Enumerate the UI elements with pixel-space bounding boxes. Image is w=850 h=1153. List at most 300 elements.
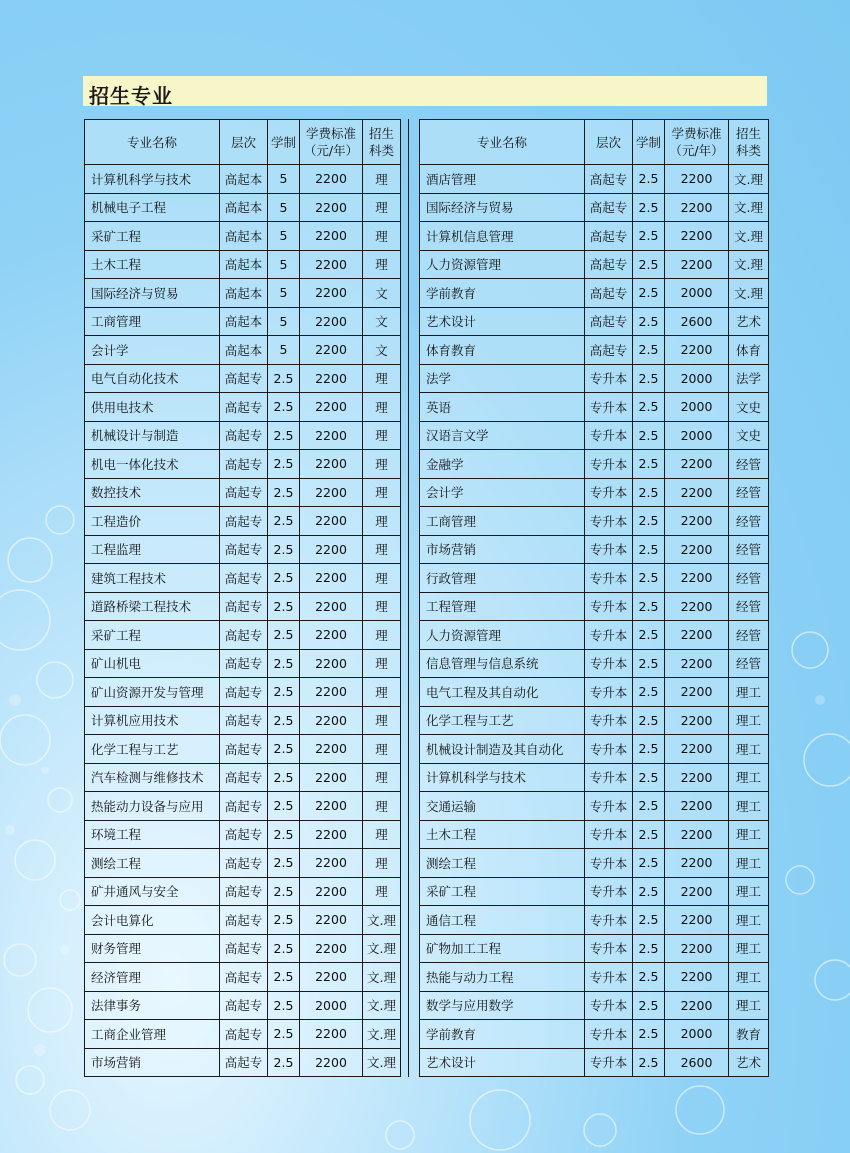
fee-cell: 2200 [665,621,729,650]
fee-cell: 2200 [300,564,363,593]
category-cell: 理 [363,450,401,479]
major-name-cell: 通信工程 [420,906,585,935]
table-row [85,735,401,764]
major-name-cell: 采矿工程 [85,222,220,251]
table-row [420,393,769,422]
table-row [420,307,769,336]
table-row [420,507,769,536]
years-cell: 2.5 [633,279,665,308]
category-cell: 理 [363,535,401,564]
years-cell: 2.5 [268,906,300,935]
years-cell: 2.5 [633,450,665,479]
years-cell: 2.5 [268,621,300,650]
years-cell: 2.5 [633,991,665,1020]
years-cell: 2.5 [633,792,665,821]
years-cell: 2.5 [633,649,665,678]
category-cell: 经管 [729,507,769,536]
major-name-cell: 会计学 [420,478,585,507]
level-cell: 专升本 [585,1048,633,1077]
years-cell: 2.5 [633,307,665,336]
table-row [85,450,401,479]
years-cell: 5 [268,307,300,336]
level-cell: 专升本 [585,934,633,963]
years-cell: 2.5 [268,963,300,992]
table-row [420,250,769,279]
fee-cell: 2200 [665,193,729,222]
fee-cell: 2200 [300,763,363,792]
level-cell: 高起本 [220,279,268,308]
category-cell: 理 [363,820,401,849]
level-cell: 专升本 [585,621,633,650]
years-cell: 2.5 [268,592,300,621]
table-row [420,877,769,906]
level-cell: 专升本 [585,820,633,849]
level-cell: 专升本 [585,877,633,906]
fee-cell: 2200 [665,250,729,279]
major-name-cell: 采矿工程 [85,621,220,650]
years-cell: 2.5 [268,478,300,507]
table-row [85,678,401,707]
fee-cell: 2200 [665,592,729,621]
category-cell: 艺术 [729,307,769,336]
fee-cell: 2200 [300,735,363,764]
fee-cell: 2200 [300,820,363,849]
table-row [420,478,769,507]
years-cell: 2.5 [633,165,665,194]
years-cell: 2.5 [633,478,665,507]
category-cell: 文史 [729,421,769,450]
fee-cell: 2600 [665,1048,729,1077]
category-cell: 文.理 [729,250,769,279]
fee-cell: 2200 [665,735,729,764]
major-name-cell: 交通运输 [420,792,585,821]
table-row [420,763,769,792]
fee-cell: 2200 [300,250,363,279]
level-cell: 高起专 [220,393,268,422]
years-cell: 5 [268,250,300,279]
category-cell: 体育 [729,336,769,365]
level-cell: 专升本 [585,678,633,707]
level-cell: 高起本 [220,165,268,194]
major-name-cell: 学前教育 [420,279,585,308]
table-row [420,706,769,735]
fee-cell: 2200 [665,222,729,251]
years-cell: 2.5 [633,592,665,621]
category-cell: 理工 [729,678,769,707]
table-row [85,222,401,251]
years-cell: 2.5 [633,735,665,764]
years-cell: 2.5 [268,849,300,878]
major-name-cell: 英语 [420,393,585,422]
level-cell: 专升本 [585,706,633,735]
level-cell: 专升本 [585,763,633,792]
years-cell: 2.5 [633,393,665,422]
header-category-text: 招生科类 [368,126,394,158]
category-cell: 文.理 [729,279,769,308]
table-row [420,193,769,222]
level-cell: 专升本 [585,991,633,1020]
fee-cell: 2200 [300,1020,363,1049]
table-row [85,393,401,422]
level-cell: 高起专 [220,963,268,992]
major-name-cell: 土木工程 [85,250,220,279]
table-row [420,336,769,365]
header-category [363,120,401,165]
table-row [420,1020,769,1049]
years-cell: 2.5 [268,450,300,479]
category-cell: 经管 [729,621,769,650]
level-cell: 专升本 [585,849,633,878]
major-name-cell: 化学工程与工艺 [85,735,220,764]
level-cell: 高起专 [220,507,268,536]
header-years: 学制 [633,120,665,165]
table-row [420,792,769,821]
table-row [85,250,401,279]
fee-cell: 2200 [665,763,729,792]
header-level: 层次 [585,120,633,165]
table-row [420,934,769,963]
level-cell: 高起专 [220,820,268,849]
years-cell: 2.5 [633,564,665,593]
years-cell: 2.5 [633,906,665,935]
table-row [85,877,401,906]
fee-cell: 2200 [665,478,729,507]
major-name-cell: 酒店管理 [420,165,585,194]
table-row [85,564,401,593]
table-row [420,735,769,764]
table-row [85,1020,401,1049]
level-cell: 专升本 [585,649,633,678]
level-cell: 专升本 [585,535,633,564]
fee-cell: 2200 [665,450,729,479]
major-name-cell: 机械设计制造及其自动化 [420,735,585,764]
table-row [85,421,401,450]
years-cell: 2.5 [268,364,300,393]
table-row [85,478,401,507]
major-name-cell: 工程造价 [85,507,220,536]
major-name-cell: 供用电技术 [85,393,220,422]
level-cell: 高起专 [585,279,633,308]
table-row [85,1048,401,1077]
level-cell: 高起专 [220,906,268,935]
level-cell: 高起本 [220,250,268,279]
fee-cell: 2000 [300,991,363,1020]
level-cell: 高起专 [220,450,268,479]
level-cell: 高起专 [220,991,268,1020]
category-cell: 理工 [729,934,769,963]
fee-cell: 2200 [665,678,729,707]
category-cell: 经管 [729,535,769,564]
table-row [420,165,769,194]
category-cell: 理工 [729,877,769,906]
table-row [420,535,769,564]
fee-cell: 2200 [300,792,363,821]
table-gap-line [408,119,409,1077]
table-row [85,906,401,935]
fee-cell: 2200 [300,621,363,650]
level-cell: 专升本 [585,564,633,593]
header-fee [665,120,729,165]
fee-cell: 2000 [665,279,729,308]
years-cell: 2.5 [268,1048,300,1077]
category-cell: 文.理 [363,906,401,935]
major-name-cell: 土木工程 [420,820,585,849]
major-name-cell: 工商管理 [420,507,585,536]
years-cell: 2.5 [633,621,665,650]
major-name-cell: 行政管理 [420,564,585,593]
years-cell: 2.5 [268,393,300,422]
years-cell: 2.5 [268,735,300,764]
table-row [420,564,769,593]
major-name-cell: 数学与应用数学 [420,991,585,1020]
category-cell: 理工 [729,963,769,992]
category-cell: 文.理 [363,1048,401,1077]
fee-cell: 2200 [665,507,729,536]
level-cell: 高起专 [220,849,268,878]
category-cell: 理 [363,877,401,906]
fee-cell: 2200 [665,877,729,906]
years-cell: 2.5 [268,991,300,1020]
category-cell: 文.理 [363,991,401,1020]
major-name-cell: 计算机信息管理 [420,222,585,251]
years-cell: 2.5 [633,849,665,878]
level-cell: 高起专 [220,564,268,593]
fee-cell: 2200 [665,849,729,878]
category-cell: 理 [363,421,401,450]
table-row [420,450,769,479]
fee-cell: 2000 [665,393,729,422]
fee-cell: 2200 [665,906,729,935]
header-years: 学制 [268,120,300,165]
category-cell: 理 [363,478,401,507]
major-name-cell: 汽车检测与维修技术 [85,763,220,792]
major-name-cell: 工商企业管理 [85,1020,220,1049]
years-cell: 2.5 [633,364,665,393]
category-cell: 理 [363,193,401,222]
category-cell: 理 [363,763,401,792]
header-fee-text: 学费标准（元/年） [669,126,724,158]
fee-cell: 2200 [300,450,363,479]
major-name-cell: 计算机科学与技术 [420,763,585,792]
table-row [85,507,401,536]
level-cell: 高起专 [585,307,633,336]
fee-cell: 2000 [665,1020,729,1049]
years-cell: 2.5 [633,193,665,222]
category-cell: 理 [363,250,401,279]
category-cell: 文史 [729,393,769,422]
category-cell: 文.理 [363,934,401,963]
major-name-cell: 金融学 [420,450,585,479]
fee-cell: 2200 [300,507,363,536]
category-cell: 文.理 [729,193,769,222]
level-cell: 高起本 [220,222,268,251]
years-cell: 2.5 [268,934,300,963]
majors-tables [84,119,768,1077]
header-name: 专业名称 [85,120,220,165]
header-name: 专业名称 [420,120,585,165]
major-name-cell: 工商管理 [85,307,220,336]
years-cell: 2.5 [633,820,665,849]
table-header-row [420,120,769,165]
fee-cell: 2000 [665,421,729,450]
category-cell: 理 [363,165,401,194]
table-row [420,991,769,1020]
table-row [85,364,401,393]
level-cell: 高起专 [220,678,268,707]
category-cell: 理 [363,564,401,593]
table-row [85,592,401,621]
level-cell: 高起本 [220,307,268,336]
category-cell: 经管 [729,564,769,593]
fee-cell: 2200 [300,706,363,735]
table-row [420,421,769,450]
years-cell: 2.5 [633,678,665,707]
years-cell: 2.5 [633,336,665,365]
table-row [420,820,769,849]
major-name-cell: 财务管理 [85,934,220,963]
table-row [420,592,769,621]
major-name-cell: 热能与动力工程 [420,963,585,992]
major-name-cell: 电气自动化技术 [85,364,220,393]
years-cell: 2.5 [633,963,665,992]
category-cell: 理 [363,621,401,650]
category-cell: 法学 [729,364,769,393]
major-name-cell: 艺术设计 [420,307,585,336]
fee-cell: 2200 [300,193,363,222]
fee-cell: 2200 [300,222,363,251]
category-cell: 理 [363,649,401,678]
header-category [729,120,769,165]
level-cell: 专升本 [585,393,633,422]
level-cell: 高起专 [220,421,268,450]
fee-cell: 2200 [665,706,729,735]
category-cell: 文 [363,279,401,308]
level-cell: 高起专 [220,1048,268,1077]
level-cell: 高起专 [220,649,268,678]
major-name-cell: 体育教育 [420,336,585,365]
level-cell: 高起专 [220,735,268,764]
category-cell: 理 [363,592,401,621]
table-row [420,1048,769,1077]
category-cell: 文.理 [729,222,769,251]
category-cell: 理 [363,364,401,393]
major-name-cell: 工程管理 [420,592,585,621]
level-cell: 高起专 [220,934,268,963]
years-cell: 2.5 [268,877,300,906]
fee-cell: 2200 [665,165,729,194]
fee-cell: 2000 [665,364,729,393]
category-cell: 文.理 [363,963,401,992]
level-cell: 专升本 [585,792,633,821]
level-cell: 高起本 [220,193,268,222]
years-cell: 2.5 [268,820,300,849]
level-cell: 高起专 [585,250,633,279]
fee-cell: 2200 [300,165,363,194]
years-cell: 2.5 [633,421,665,450]
major-name-cell: 市场营销 [85,1048,220,1077]
years-cell: 2.5 [633,250,665,279]
majors-table-right [419,119,769,1077]
fee-cell: 2200 [300,535,363,564]
category-cell: 理工 [729,849,769,878]
fee-cell: 2200 [300,393,363,422]
category-cell: 理工 [729,706,769,735]
major-name-cell: 学前教育 [420,1020,585,1049]
major-name-cell: 会计学 [85,336,220,365]
major-name-cell: 机械电子工程 [85,193,220,222]
category-cell: 教育 [729,1020,769,1049]
major-name-cell: 经济管理 [85,963,220,992]
major-name-cell: 机电一体化技术 [85,450,220,479]
category-cell: 文.理 [729,165,769,194]
major-name-cell: 工程监理 [85,535,220,564]
fee-cell: 2200 [665,564,729,593]
table-row [85,991,401,1020]
level-cell: 高起专 [220,706,268,735]
header-fee-text: 学费标准（元/年） [303,126,359,158]
years-cell: 2.5 [633,222,665,251]
table-row [420,849,769,878]
category-cell: 理 [363,792,401,821]
table-row [85,307,401,336]
level-cell: 高起本 [220,336,268,365]
category-cell: 理 [363,222,401,251]
level-cell: 高起专 [220,621,268,650]
years-cell: 2.5 [633,507,665,536]
level-cell: 高起专 [220,535,268,564]
years-cell: 2.5 [268,421,300,450]
category-cell: 理 [363,849,401,878]
major-name-cell: 采矿工程 [420,877,585,906]
major-name-cell: 测绘工程 [85,849,220,878]
fee-cell: 2200 [300,336,363,365]
years-cell: 2.5 [633,877,665,906]
years-cell: 5 [268,193,300,222]
fee-cell: 2200 [300,649,363,678]
major-name-cell: 会计电算化 [85,906,220,935]
category-cell: 艺术 [729,1048,769,1077]
fee-cell: 2200 [300,421,363,450]
fee-cell: 2200 [665,934,729,963]
level-cell: 专升本 [585,963,633,992]
category-cell: 经管 [729,450,769,479]
majors-table-left [84,119,401,1077]
years-cell: 2.5 [633,535,665,564]
major-name-cell: 热能动力设备与应用 [85,792,220,821]
years-cell: 2.5 [268,678,300,707]
fee-cell: 2200 [300,592,363,621]
category-cell: 理 [363,507,401,536]
major-name-cell: 建筑工程技术 [85,564,220,593]
major-name-cell: 矿物加工工程 [420,934,585,963]
level-cell: 高起专 [220,364,268,393]
fee-cell: 2200 [300,478,363,507]
table-row [85,820,401,849]
table-row [85,706,401,735]
years-cell: 2.5 [268,564,300,593]
level-cell: 高起专 [220,763,268,792]
table-row [420,621,769,650]
level-cell: 专升本 [585,735,633,764]
level-cell: 专升本 [585,1020,633,1049]
table-row [85,165,401,194]
fee-cell: 2200 [300,364,363,393]
years-cell: 2.5 [633,763,665,792]
major-name-cell: 矿山机电 [85,649,220,678]
major-name-cell: 数控技术 [85,478,220,507]
table-row [85,649,401,678]
category-cell: 经管 [729,649,769,678]
